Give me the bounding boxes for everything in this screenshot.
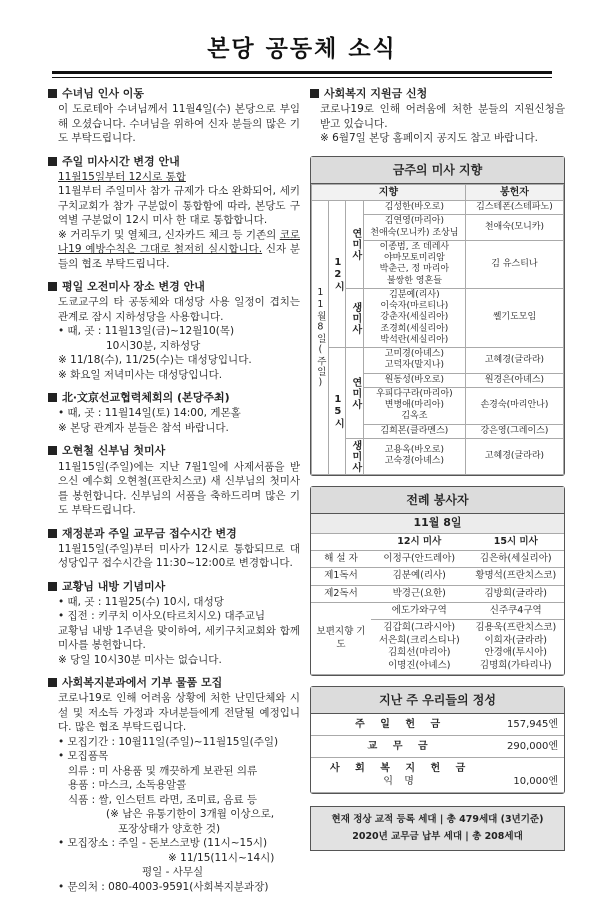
- intention-cell: 김희본(클라멘스): [363, 424, 465, 438]
- detail-line: ※ 11/15(11시~14시): [168, 851, 275, 864]
- intention-cell: 이종범, 조 데레사 야마모토미리암 박춘근, 정 마리아 불쌍한 영혼들: [363, 240, 465, 288]
- offering-label: 사 회 복 지 헌 금 익 명: [311, 758, 490, 793]
- section-title: 재정분과 주일 교무금 접수시간 변경: [62, 526, 237, 540]
- square-bullet-icon: [48, 446, 57, 455]
- offering-label: 교 무 금: [311, 736, 490, 758]
- square-bullet-icon: [48, 157, 57, 166]
- detail-line: ※ 본당 관계자 분들은 참석 바랍니다.: [58, 421, 229, 434]
- section-title: 평일 오전미사 장소 변경 안내: [62, 280, 205, 294]
- offerer-cell: 김 유스티나: [465, 240, 563, 288]
- section-body: 교황님 내방 1주년을 맞이하여, 세키구치교회와 합께 미사를 봉헌합니다.: [58, 624, 300, 652]
- category-label: 연미사: [346, 348, 364, 439]
- detail-line: • 모집품목: [58, 750, 109, 763]
- section-title: 北‧文京선교협력체회의 (본당주최): [62, 391, 230, 405]
- district-label: 에도가와구역: [371, 603, 468, 620]
- offering-label: 주 일 헌 금: [311, 714, 490, 736]
- intention-cell: 고용옥(바오로) 고숙경(아녜스): [363, 438, 465, 474]
- section-welfare-support: [310, 86, 565, 146]
- section-subtitle: 11월15일부터 12시로 통합: [58, 170, 186, 183]
- section-dues-time-change: [48, 526, 300, 571]
- intention-cell: 우피다구라(마리아) 변병애(마리아) 김옥조: [363, 387, 465, 424]
- server-cell: 김갑희(그라시아) 서은희(크리스티나) 김희선(마리아) 이명진(아녜스): [371, 620, 468, 674]
- page-title: 본당 공동체 소식: [207, 36, 397, 62]
- detail-line: • 집전 : 키쿠치 이사오(타르치시오) 대주교님: [58, 610, 266, 623]
- left-column: [48, 86, 300, 902]
- offering-amount: 10,000엔: [490, 758, 564, 793]
- table-row: [312, 288, 564, 347]
- offerings-table: [311, 714, 564, 793]
- section-note: ※ 거리두기 및 열체크, 신자카드 체크 등 기존의 코로나19 예방수칙은 그대로 철저히 실시합니다. 신자 분들의 협조 부탁드립니다.: [58, 228, 301, 270]
- server-cell: 황명석(프란치스코): [468, 568, 565, 585]
- intention-cell: 고미경(아녜스) 고덕자(말지나): [363, 348, 465, 374]
- role-label: 제2독서: [311, 585, 371, 602]
- server-cell: 박경근(요한): [371, 585, 468, 602]
- section-body: 도쿄교구의 타 공동체와 대성당 사용 일정이 겹치는 관계로 잠시 지하성당을 사용합니다.: [58, 296, 300, 323]
- offering-amount: 290,000엔: [490, 736, 564, 758]
- server-cell: 김은하(세실리아): [468, 551, 565, 568]
- section-mass-time-change: [48, 154, 300, 272]
- offerer-cell: 원경은(아녜스): [465, 373, 563, 387]
- role-label: 해 설 자: [311, 551, 371, 568]
- stat-line: 2020년 교무금 납부 세대 | 총 208세대: [352, 830, 523, 842]
- section-note: ※ 6월7일 본당 홈페이지 공지도 참고 바랍니다.: [320, 132, 538, 145]
- detail-line: 평일 - 사무실: [142, 866, 204, 879]
- detail-line: 10시30분, 지하성당: [106, 339, 201, 352]
- box-title: 전례 봉사자: [311, 487, 564, 515]
- column-header: 봉헌자: [465, 185, 563, 201]
- column-header: 15시 미사: [468, 533, 565, 550]
- table-row: [311, 758, 564, 793]
- box-title: 금주의 미사 지향: [311, 157, 564, 185]
- section-donation-drive: [48, 675, 300, 894]
- section-note: ※ 당일 10시30분 미사는 없습니다.: [58, 653, 222, 666]
- box-title: 지난 주 우리들의 정성: [311, 687, 564, 715]
- detail-line: • 때, 곳 : 11월14일(토) 14:00, 게몬홀: [58, 407, 241, 420]
- section-body: 코로나19로 인해 어려움 상황에 처한 난민단체와 시설 및 저소득 가정과 자녀분들에게 전달될 예정입니다. 많은 협조 부탁드립니다.: [58, 692, 300, 734]
- detail-line: • 때, 곳 : 11월25(수) 10시, 대성당: [58, 595, 224, 608]
- registration-stats: [310, 806, 565, 850]
- section-body: 11월부터 주일미사 참가 규제가 다소 완화되어, 세키구치교회가 참가 구분없이 통합함에 따라, 본당도 구역별 구분없이 12시 미사 한 대로 통합합니다.: [58, 185, 300, 227]
- table-row: [311, 585, 564, 602]
- date-label: 11월8일(주일): [312, 201, 329, 475]
- offerer-cell: 손경숙(마리안나): [465, 387, 563, 424]
- server-cell: 김방희(글라라): [468, 585, 565, 602]
- offerer-cell: 김스테폰(스테파노): [465, 201, 563, 215]
- section-first-mass: [48, 443, 300, 517]
- category-label: 연미사: [346, 201, 364, 289]
- table-row: [312, 201, 564, 215]
- bulletin-header: [52, 28, 552, 70]
- detail-line: • 모집장소 : 주일 - 돈보스코방 (11시~15시): [58, 837, 268, 850]
- service-date: 11월 8일: [311, 514, 564, 533]
- right-column: [310, 86, 565, 851]
- title-rule: [52, 71, 552, 74]
- intention-cell: 김연영(마리아) 천애숙(모니카) 조상님: [363, 215, 465, 241]
- section-title: 오현철 신부님 첫미사: [62, 444, 166, 458]
- square-bullet-icon: [48, 282, 57, 291]
- detail-line: ※ 11/18(수), 11/25(수)는 대성당입니다.: [58, 354, 252, 367]
- section-pope-memorial-mass: [48, 579, 300, 668]
- detail-line: 식품 : 쌀, 인스턴트 라면, 조미료, 음료 등: [68, 793, 258, 806]
- detail-line: • 모집기간 : 10월11일(주일)~11월15일(주일): [58, 735, 279, 748]
- column-header: 지향: [312, 185, 466, 201]
- detail-line: • 때, 곳 : 11월13일(금)~12월10(목): [58, 325, 235, 338]
- offerer-cell: 쎌기도모임: [465, 288, 563, 347]
- column-header: 12시 미사: [371, 533, 468, 550]
- section-title: 교황님 내방 기념미사: [62, 579, 166, 593]
- role-label: 보편지향 기 도: [311, 603, 371, 675]
- section-title: 주일 미사시간 변경 안내: [62, 154, 180, 168]
- detail-line: ※ 화요일 저녁미사는 대성당입니다.: [58, 368, 223, 381]
- role-label: 제1독서: [311, 568, 371, 585]
- detail-line: 의류 : 미 사용품 및 깨끗하게 보관된 의류: [68, 764, 258, 777]
- square-bullet-icon: [310, 89, 319, 98]
- district-label: 신주쿠4구역: [468, 603, 565, 620]
- table-row: [311, 714, 564, 736]
- server-cell: 이정구(안드레아): [371, 551, 468, 568]
- table-row: [312, 438, 564, 474]
- offering-amount: 157,945엔: [490, 714, 564, 736]
- section-title: 사회복지분과에서 기부 물품 모집: [62, 676, 223, 690]
- liturgy-servers-box: [310, 486, 565, 676]
- table-header-row: [311, 533, 564, 550]
- table-row: [311, 603, 564, 620]
- section-body: 11월15일(주일)에는 지난 7월1일에 사제서품을 받으신 예수회 오현철(프란치스코) 새 신부님의 첫미사를 봉헌합니다. 신부님의 서품을 축하드리며 많은 기도 부탁드립니다.: [58, 460, 300, 517]
- offerer-cell: 고혜경(글라라): [465, 348, 563, 374]
- section-body: 코로나19로 인해 어려움에 처한 분들의 지원신청을 받고 있습니다.: [320, 103, 565, 130]
- server-cell: 김용욱(프란치스코) 이희자(글라라) 안경애(투시아) 김명희(가타리나): [468, 620, 565, 674]
- square-bullet-icon: [48, 393, 57, 402]
- section-body: 이 도로테아 수녀님께서 11월4일(수) 본당으로 부임해 오셨습니다. 수녀님을 위하여 신자 분들의 많은 기도 부탁드립니다.: [58, 103, 300, 145]
- detail-line: (※ 남은 유통기한이 3개월 이상으로,: [106, 808, 275, 821]
- category-label: 생미사: [346, 288, 364, 347]
- detail-line: 용품 : 마스크, 소독용알콜: [68, 779, 187, 792]
- square-bullet-icon: [48, 89, 57, 98]
- section-body: 11월15일(주일)부터 미사가 12시로 통합되므로 대성당입구 접수시간을 11:30~12:00로 변경합니다.: [58, 542, 300, 570]
- table-row: [311, 568, 564, 585]
- offerer-cell: 강은영(그레이스): [465, 424, 563, 438]
- title-rule-thin: [52, 77, 552, 78]
- table-row: [312, 348, 564, 374]
- section-title: 사회복지 지원금 신청: [324, 87, 428, 100]
- offerer-cell: 고혜경(글라라): [465, 438, 563, 474]
- table-header-row: [312, 185, 564, 201]
- mass-intention-box: [310, 156, 565, 476]
- table-row: [311, 551, 564, 568]
- square-bullet-icon: [48, 529, 57, 538]
- detail-line: • 문의처 : 080-4003-9591(사회복지분과장): [58, 880, 269, 893]
- intention-cell: 김분예(리사) 이숙자(마르티나) 강춘자(세실리아) 조경희(세실리아) 박석란(세실리아): [363, 288, 465, 347]
- mass-intention-table: [311, 184, 564, 475]
- category-label: 생미사: [346, 438, 364, 474]
- detail-line: 포장상태가 양호한 것): [118, 822, 221, 835]
- section-nun-transfer: [48, 86, 300, 146]
- stat-line: 현재 정상 교적 등록 세대 | 총 479세대 (3년기준): [331, 814, 544, 826]
- intention-cell: 김성한(바오로): [363, 201, 465, 215]
- offerer-cell: 천애숙(모니카): [465, 215, 563, 241]
- intention-cell: 원동성(바오로): [363, 373, 465, 387]
- offerings-box: [310, 686, 565, 795]
- liturgy-servers-table: [311, 514, 564, 674]
- square-bullet-icon: [48, 582, 57, 591]
- time-label: 15시: [328, 348, 346, 475]
- section-mission-council: [48, 390, 300, 435]
- time-label: 12시: [328, 201, 346, 348]
- square-bullet-icon: [48, 678, 57, 687]
- section-weekday-mass-location: [48, 279, 300, 382]
- table-row: [311, 736, 564, 758]
- server-cell: 김분예(리사): [371, 568, 468, 585]
- section-title: 수녀님 인사 이동: [62, 87, 145, 100]
- column-header: [311, 533, 371, 550]
